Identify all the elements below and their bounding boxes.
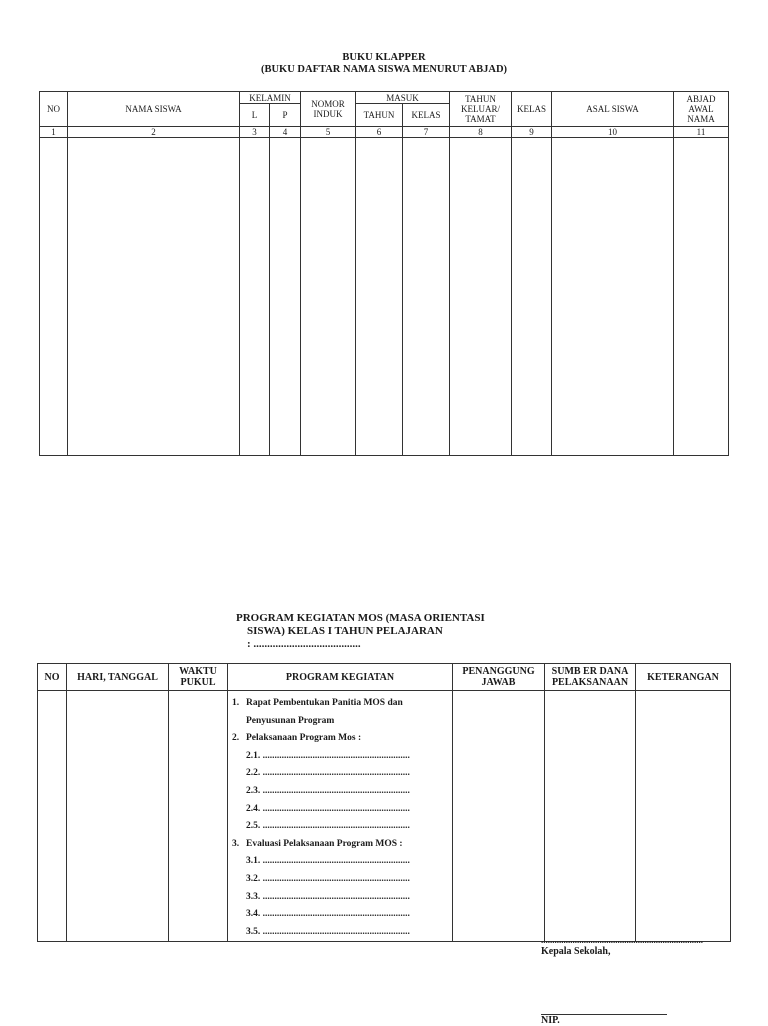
- empty-cell: [356, 138, 403, 456]
- col-header-tahun: TAHUN: [356, 104, 403, 127]
- column-number: 2: [68, 127, 240, 138]
- column-number: 11: [674, 127, 729, 138]
- column-number: 10: [552, 127, 674, 138]
- col-header-abjad-awal-nama: ABJAD AWAL NAMA: [674, 92, 729, 127]
- empty-cell: [674, 138, 729, 456]
- klapper-table: [39, 91, 729, 456]
- empty-cell: [169, 691, 228, 942]
- program-subitem: 2.3. ..............................................................: [246, 785, 410, 796]
- program-subitem: 2.2. ..............................................................: [246, 768, 410, 779]
- col-header-sumber-dana: SUMB ER DANA PELAKSANAAN: [545, 664, 636, 691]
- col-header-hari-tanggal: HARI, TANGGAL: [67, 664, 169, 691]
- empty-cell: [453, 691, 545, 942]
- col-header-waktu: WAKTU PUKUL: [169, 664, 228, 691]
- col-header-masuk: MASUK: [356, 92, 450, 104]
- klapper-subtitle: (BUKU DAFTAR NAMA SISWA MENURUT ABJAD): [260, 64, 508, 75]
- col-header-nama-siswa: NAMA SISWA: [68, 92, 240, 127]
- empty-cell: [270, 138, 301, 456]
- col-header-no: NO: [40, 92, 68, 127]
- col-header-asal-siswa: ASAL SISWA: [552, 92, 674, 127]
- program-subitem: 3.3. ..............................................................: [246, 891, 410, 902]
- empty-cell: [545, 691, 636, 942]
- klapper-title: BUKU KLAPPER: [342, 52, 426, 63]
- col-header-no: NO: [38, 664, 67, 691]
- program-cell: [228, 691, 453, 942]
- mos-table: [37, 663, 731, 942]
- program-subitem: 3.1. ..............................................................: [246, 856, 410, 867]
- column-number: 1: [40, 127, 68, 138]
- program-subitem: 3.2. ..............................................................: [246, 873, 410, 884]
- col-header-kelas-masuk: KELAS: [403, 104, 450, 127]
- program-subitem: 2.4. ..............................................................: [246, 803, 410, 814]
- empty-cell: [450, 138, 512, 456]
- empty-cell: [301, 138, 356, 456]
- program-item-cont: Penyusunan Program: [246, 715, 335, 726]
- empty-cell: [552, 138, 674, 456]
- empty-cell: [403, 138, 450, 456]
- col-header-kelamin: KELAMIN: [240, 92, 301, 104]
- program-subitem: 3.4. ..............................................................: [246, 909, 410, 920]
- col-header-l: L: [240, 104, 270, 127]
- signature-dots: ........................................................................: [541, 935, 703, 945]
- col-header-nomor-induk: NOMOR INDUK: [301, 92, 356, 127]
- mos-title: PROGRAM KEGIATAN MOS (MASA ORIENTASI SISWA) KELAS I TAHUN PELAJARAN : .......................................: [236, 612, 485, 650]
- column-number: 6: [356, 127, 403, 138]
- empty-cell: [636, 691, 731, 942]
- col-header-kelas: KELAS: [512, 92, 552, 127]
- program-subitem: 3.5. ..............................................................: [246, 926, 410, 937]
- program-subitem: 2.5. ..............................................................: [246, 821, 410, 832]
- empty-cell: [40, 138, 68, 456]
- signature-nip: NIP.: [541, 1015, 560, 1026]
- column-number: 8: [450, 127, 512, 138]
- program-item: 1. Rapat Pembentukan Panitia MOS dan: [232, 698, 403, 708]
- col-header-penanggung-jawab: PENANGGUNG JAWAB: [453, 664, 545, 691]
- column-number: 7: [403, 127, 450, 138]
- col-header-p: P: [270, 104, 301, 127]
- empty-cell: [512, 138, 552, 456]
- empty-cell: [240, 138, 270, 456]
- program-item: 3. Evaluasi Pelaksanaan Program MOS :: [232, 838, 403, 849]
- column-number: 5: [301, 127, 356, 138]
- col-header-keterangan: KETERANGAN: [636, 664, 731, 691]
- column-number: 9: [512, 127, 552, 138]
- col-header-tahun-keluar: TAHUN KELUAR/ TAMAT: [450, 92, 512, 127]
- program-item: 2. Pelaksanaan Program Mos :: [232, 733, 362, 744]
- klapper-body-row: [40, 138, 729, 456]
- empty-cell: [68, 138, 240, 456]
- column-number: 3: [240, 127, 270, 138]
- column-number: 4: [270, 127, 301, 138]
- signature-kepala-sekolah: Kepala Sekolah,: [541, 946, 611, 957]
- col-header-program: PROGRAM KEGIATAN: [228, 664, 453, 691]
- empty-cell: [38, 691, 67, 942]
- program-subitem: 2.1. ..............................................................: [246, 750, 410, 761]
- empty-cell: [67, 691, 169, 942]
